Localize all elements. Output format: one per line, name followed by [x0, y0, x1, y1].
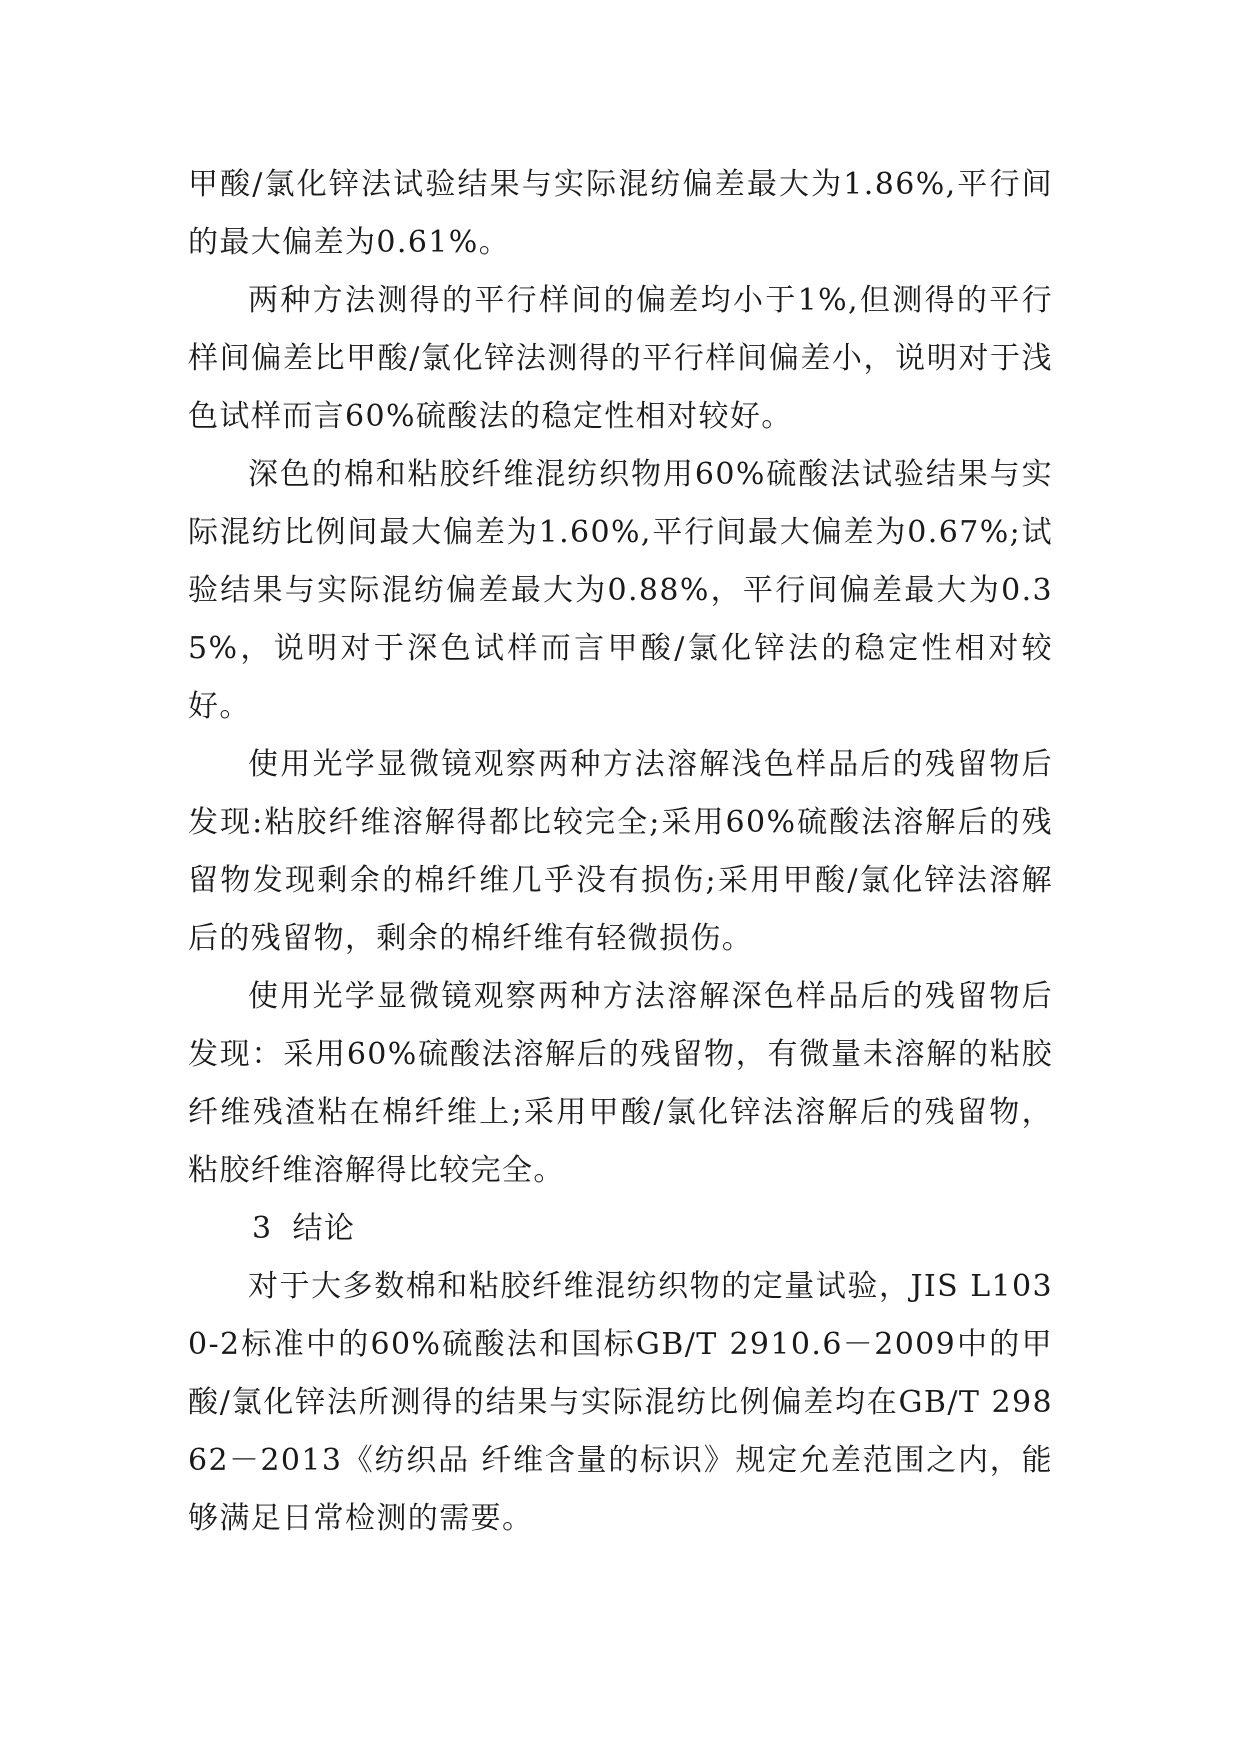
paragraph-light-sample-microscopy: 使用光学显微镜观察两种方法溶解浅色样品后的残留物后发现:粘胶纤维溶解得都比较完全;采用60%硫酸法溶解后的残留物发现剩余的棉纤维几乎没有损伤;采用甲酸/氯化锌法溶解后的残留物，剩余的棉纤维有轻微损伤。	[188, 747, 1053, 956]
paragraph-dark-fabric-result: 深色的棉和粘胶纤维混纺织物用60%硫酸法试验结果与实际混纺比例间最大偏差为1.60%,平行间最大偏差为0.67%;试验结果与实际混纺偏差最大为0.88%，平行间偏差最大为0.35%，说明对于深色试样而言甲酸/氯化锌法的稳定性相对较好。	[188, 457, 1053, 724]
section-heading-conclusion	[188, 1200, 1053, 1258]
document-body	[188, 156, 1053, 1548]
paragraph-formic-acid-result: 甲酸/氯化锌法试验结果与实际混纺偏差最大为1.86%,平行间的最大偏差为0.61%。	[188, 167, 1053, 260]
paragraph-parallel-deviation: 两种方法测得的平行样间的偏差均小于1%,但测得的平行样间偏差比甲酸/氯化锌法测得的平行样间偏差小，说明对于浅色试样而言60%硫酸法的稳定性相对较好。	[188, 283, 1053, 434]
paragraph-conclusion: 对于大多数棉和粘胶纤维混纺织物的定量试验，JIS L1030-2标准中的60%硫酸法和国标GB/T 2910.6－2009中的甲酸/氯化锌法所测得的结果与实际混纺比例偏差均在GB/T 29862－2013《纺织品 纤维含量的标识》规定允差范围之内，能够满足日常检测的需要。	[188, 1269, 1053, 1536]
section-title: 结论	[292, 1211, 356, 1246]
section-number: 3	[252, 1211, 273, 1246]
paragraph-dark-sample-microscopy: 使用光学显微镜观察两种方法溶解深色样品后的残留物后发现：采用60%硫酸法溶解后的残留物，有微量未溶解的粘胶纤维残渣粘在棉纤维上;采用甲酸/氯化锌法溶解后的残留物，粘胶纤维溶解得比较完全。	[188, 979, 1053, 1188]
